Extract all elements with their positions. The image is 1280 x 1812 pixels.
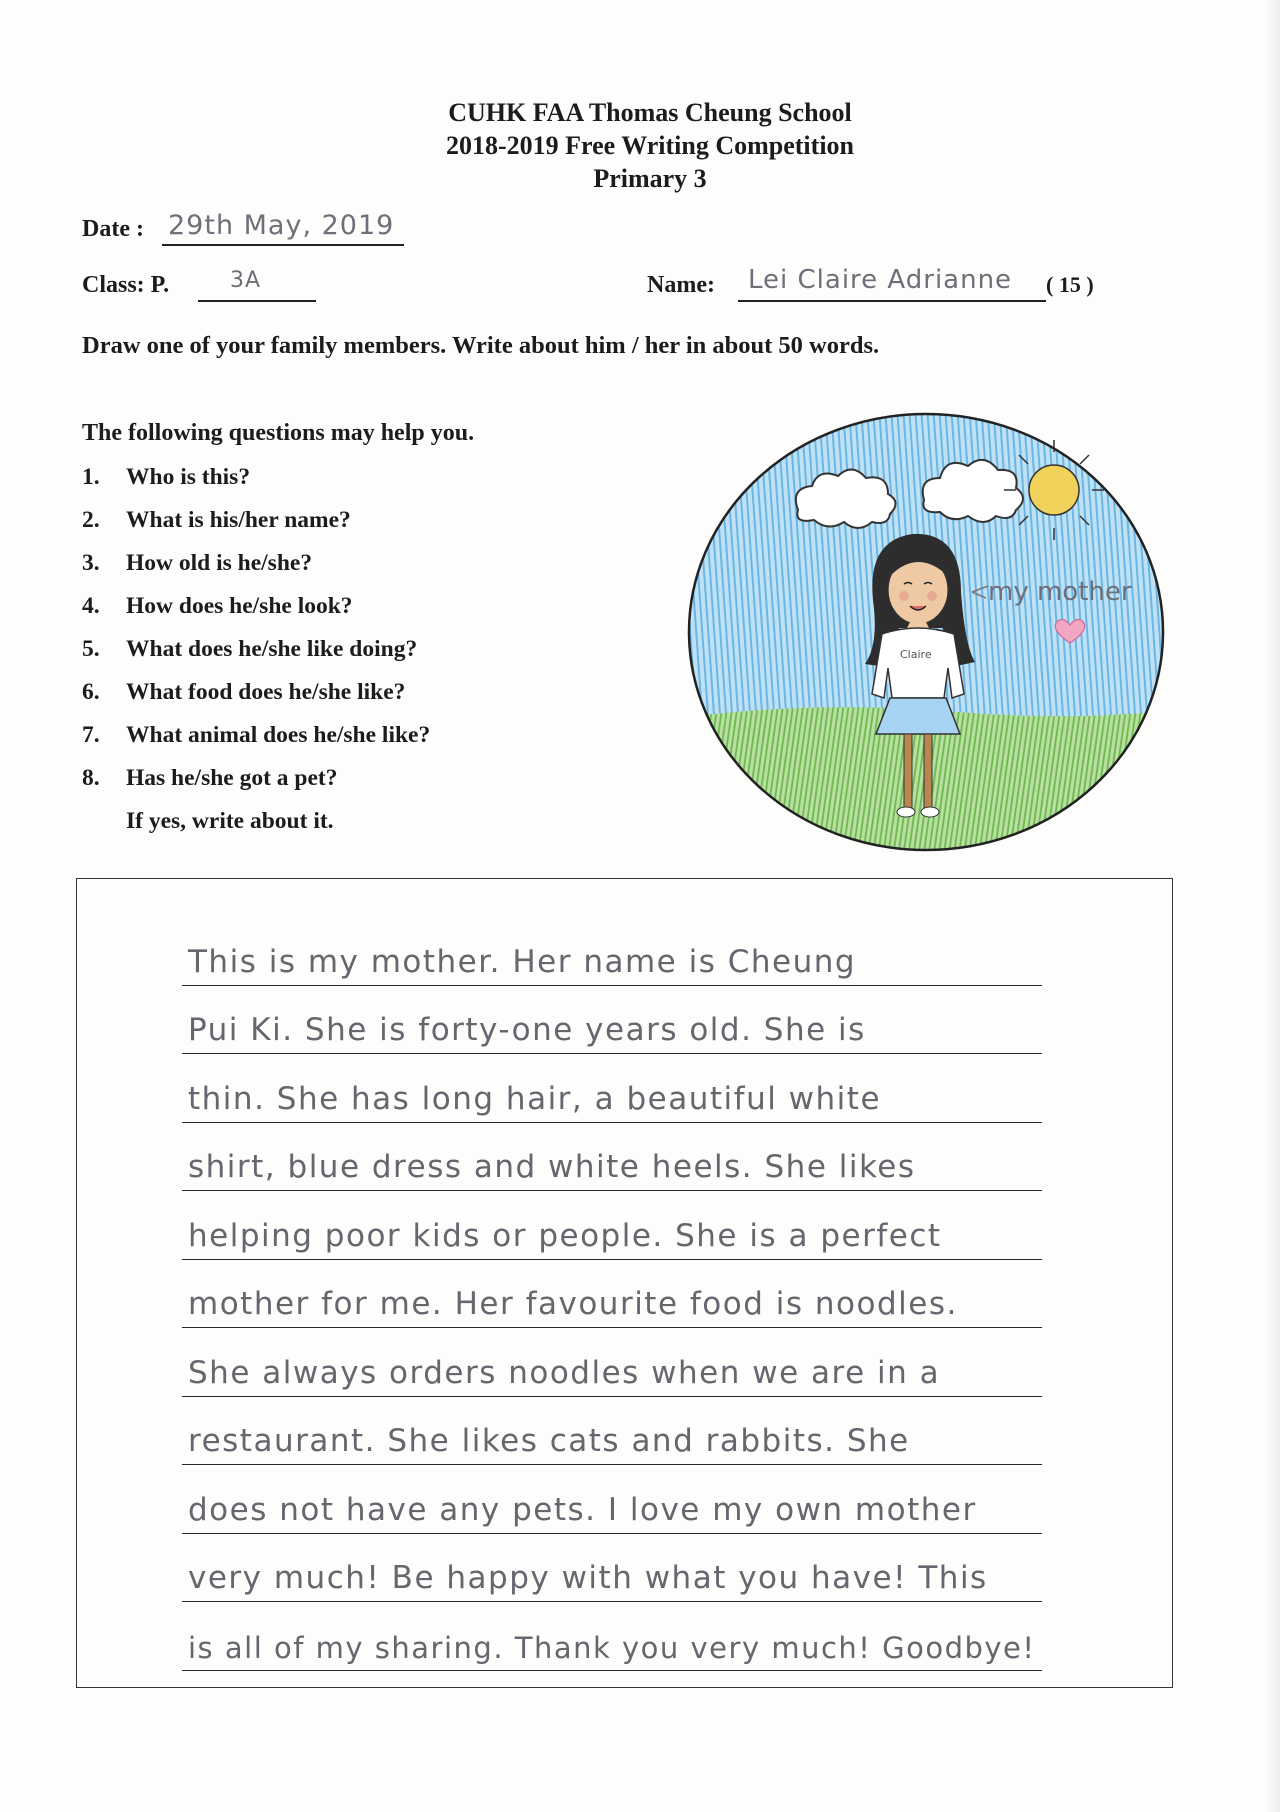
helper-questions-title: The following questions may help you. — [82, 420, 475, 446]
writing-line — [182, 1123, 1042, 1192]
question-text: Has he/she got a pet? — [126, 765, 338, 791]
handwritten-text: helping poor kids or people. She is a perfect — [188, 1217, 942, 1254]
question-number: 6. — [82, 679, 100, 705]
question-item — [82, 460, 430, 503]
question-number: 3. — [82, 550, 100, 576]
question-text: What animal does he/she like? — [126, 722, 431, 748]
handwritten-text: mother for me. Her favourite food is noodles. — [188, 1286, 958, 1322]
question-item — [82, 589, 430, 632]
question-item — [82, 675, 430, 718]
question-number: 4. — [82, 593, 100, 619]
class-value: 3A — [230, 268, 262, 293]
question-text: How does he/she look? — [126, 593, 353, 619]
question-item — [82, 503, 430, 546]
question-item — [82, 718, 430, 761]
worksheet-header — [0, 96, 1280, 195]
page-edge — [1266, 0, 1280, 1812]
family-member-drawing — [678, 400, 1234, 856]
question-text: What is his/her name? — [126, 507, 351, 533]
question-item — [82, 632, 430, 675]
name-underline — [738, 300, 1046, 302]
writing-line — [182, 986, 1042, 1055]
writing-line — [182, 1465, 1042, 1534]
class-number: ( 15 ) — [1046, 272, 1094, 297]
writing-line — [182, 1602, 1042, 1671]
shirt-text: Claire — [900, 648, 932, 661]
question-item — [82, 761, 430, 834]
question-text: How old is he/she? — [126, 550, 313, 576]
question-number: 8. — [82, 765, 100, 791]
question-number: 7. — [82, 722, 100, 748]
date-underline — [162, 244, 404, 246]
date-label: Date : — [82, 216, 144, 242]
writing-area — [76, 878, 1173, 1688]
helper-questions-list — [82, 460, 431, 834]
writing-line — [182, 1534, 1042, 1603]
name-value: Lei Claire Adrianne — [748, 265, 1013, 295]
handwritten-text: restaurant. She likes cats and rabbits. She — [188, 1423, 910, 1459]
instruction-text: Draw one of your family members. Write about him / her in about 50 words. — [82, 332, 880, 359]
writing-line — [182, 1397, 1042, 1466]
writing-line — [182, 1260, 1042, 1329]
question-extra-text: If yes, write about it. — [126, 808, 334, 834]
question-number: 5. — [82, 636, 100, 662]
writing-lines — [182, 917, 1042, 1671]
writing-line — [182, 1328, 1042, 1397]
writing-line — [182, 1054, 1042, 1123]
handwritten-text: She always orders noodles when we are in a — [188, 1354, 941, 1391]
grade-level: Primary 3 — [593, 164, 707, 193]
date-value: 29th May, 2019 — [168, 210, 395, 241]
class-label: Class: P. — [82, 272, 170, 298]
name-label: Name: — [647, 272, 715, 298]
question-text: What does he/she like doing? — [126, 636, 418, 662]
question-number: 1. — [82, 464, 100, 490]
drawing-caption: my mother — [988, 577, 1132, 607]
handwritten-text: very much! Be happy with what you have! This — [188, 1560, 988, 1596]
school-name: CUHK FAA Thomas Cheung School — [448, 98, 852, 127]
handwritten-text: shirt, blue dress and white heels. She likes — [188, 1149, 916, 1185]
question-item — [82, 546, 430, 589]
question-text: What food does he/she like? — [126, 679, 406, 705]
competition-title: 2018-2019 Free Writing Competition — [445, 131, 854, 160]
handwritten-text: This is my mother. Her name is Cheung — [188, 943, 857, 980]
handwritten-text: Pui Ki. She is forty-one years old. She is — [188, 1012, 866, 1048]
handwritten-text: is all of my sharing. Thank you very much! Goodbye! — [188, 1630, 1036, 1665]
writing-rule — [182, 1670, 1042, 1671]
writing-line — [182, 917, 1042, 986]
writing-line — [182, 1191, 1042, 1260]
question-text: Who is this? — [126, 464, 251, 490]
question-number: 2. — [82, 507, 100, 533]
handwritten-text: thin. She has long hair, a beautiful white — [188, 1080, 882, 1117]
handwritten-text: does not have any pets. I love my own mother — [188, 1491, 977, 1528]
class-underline — [198, 300, 316, 302]
